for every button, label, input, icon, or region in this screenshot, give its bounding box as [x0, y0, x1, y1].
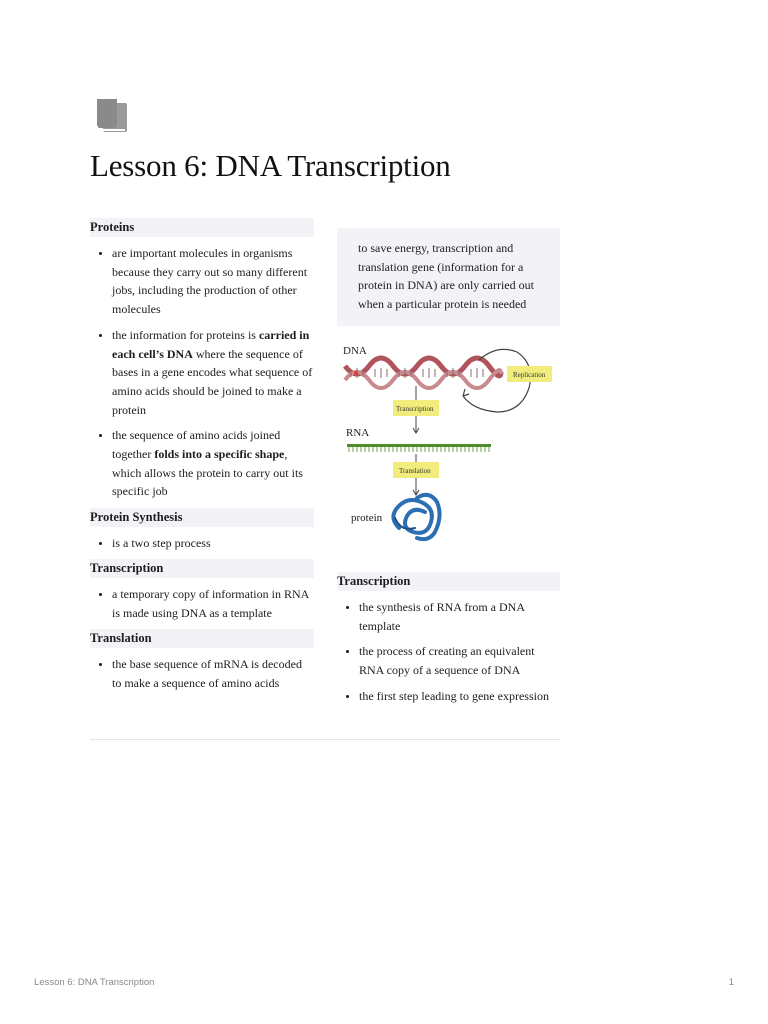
list-item: • the process of creating an equivalent RNA copy of a sequence of DNA: [359, 642, 560, 679]
footer-title: Lesson 6: DNA Transcription: [34, 977, 155, 988]
synthesis-list: [90, 534, 314, 553]
document-icon: [96, 98, 130, 134]
list-item: • a temporary copy of information in RNA is made using DNA as a template: [112, 585, 314, 622]
right-column: [337, 228, 560, 705]
left-column: [90, 218, 314, 693]
dna-label: DNA: [343, 344, 367, 357]
list-item: • the synthesis of RNA from a DNA template: [359, 598, 560, 635]
list-item: • the base sequence of mRNA is decoded to make a sequence of amino acids: [112, 655, 314, 692]
list-item: • the first step leading to gene expression: [359, 687, 560, 706]
protein-synthesis-heading: Protein Synthesis: [90, 508, 314, 527]
protein-synthesis-diagram: [337, 342, 552, 554]
transcription-diagram-label: Transcription: [396, 404, 434, 413]
transcription-heading: Transcription: [90, 559, 314, 578]
replication-label: Replication: [513, 370, 546, 379]
dna-helix: [345, 358, 501, 388]
proteins-list: [90, 244, 314, 501]
list-item: • are important molecules in organisms because they carry out so many different jobs, including the production of other molecules: [112, 244, 314, 319]
translation-list: [90, 655, 314, 692]
callout-note: to save energy, transcription and translation gene (information for a protein in DNA) are only carried out when a particular protein is needed: [337, 228, 560, 326]
translation-diagram-label: Translation: [399, 466, 431, 475]
list-item: • the sequence of amino acids joined together folds into a specific shape, which allows the protein to carry out its specific job: [112, 426, 314, 501]
page-title: Lesson 6: DNA Transcription: [90, 148, 451, 183]
transcription-list: [90, 585, 314, 622]
right-transcription-list: [337, 598, 560, 706]
rna-strand: [347, 444, 491, 452]
protein-label: protein: [351, 511, 383, 524]
translation-heading: Translation: [90, 629, 314, 648]
right-transcription-heading: Transcription: [337, 572, 560, 591]
page-number: 1: [728, 977, 734, 988]
list-item: • is a two step process: [112, 534, 314, 553]
list-item: • the information for proteins is carried in each cell’s DNA where the sequence of bases in a gene encodes what sequence of amino acids should be joined to make a protein: [112, 326, 314, 420]
section-divider: [90, 739, 560, 740]
protein-shape: [393, 495, 439, 539]
rna-label: RNA: [346, 426, 370, 439]
proteins-heading: Proteins: [90, 218, 314, 237]
